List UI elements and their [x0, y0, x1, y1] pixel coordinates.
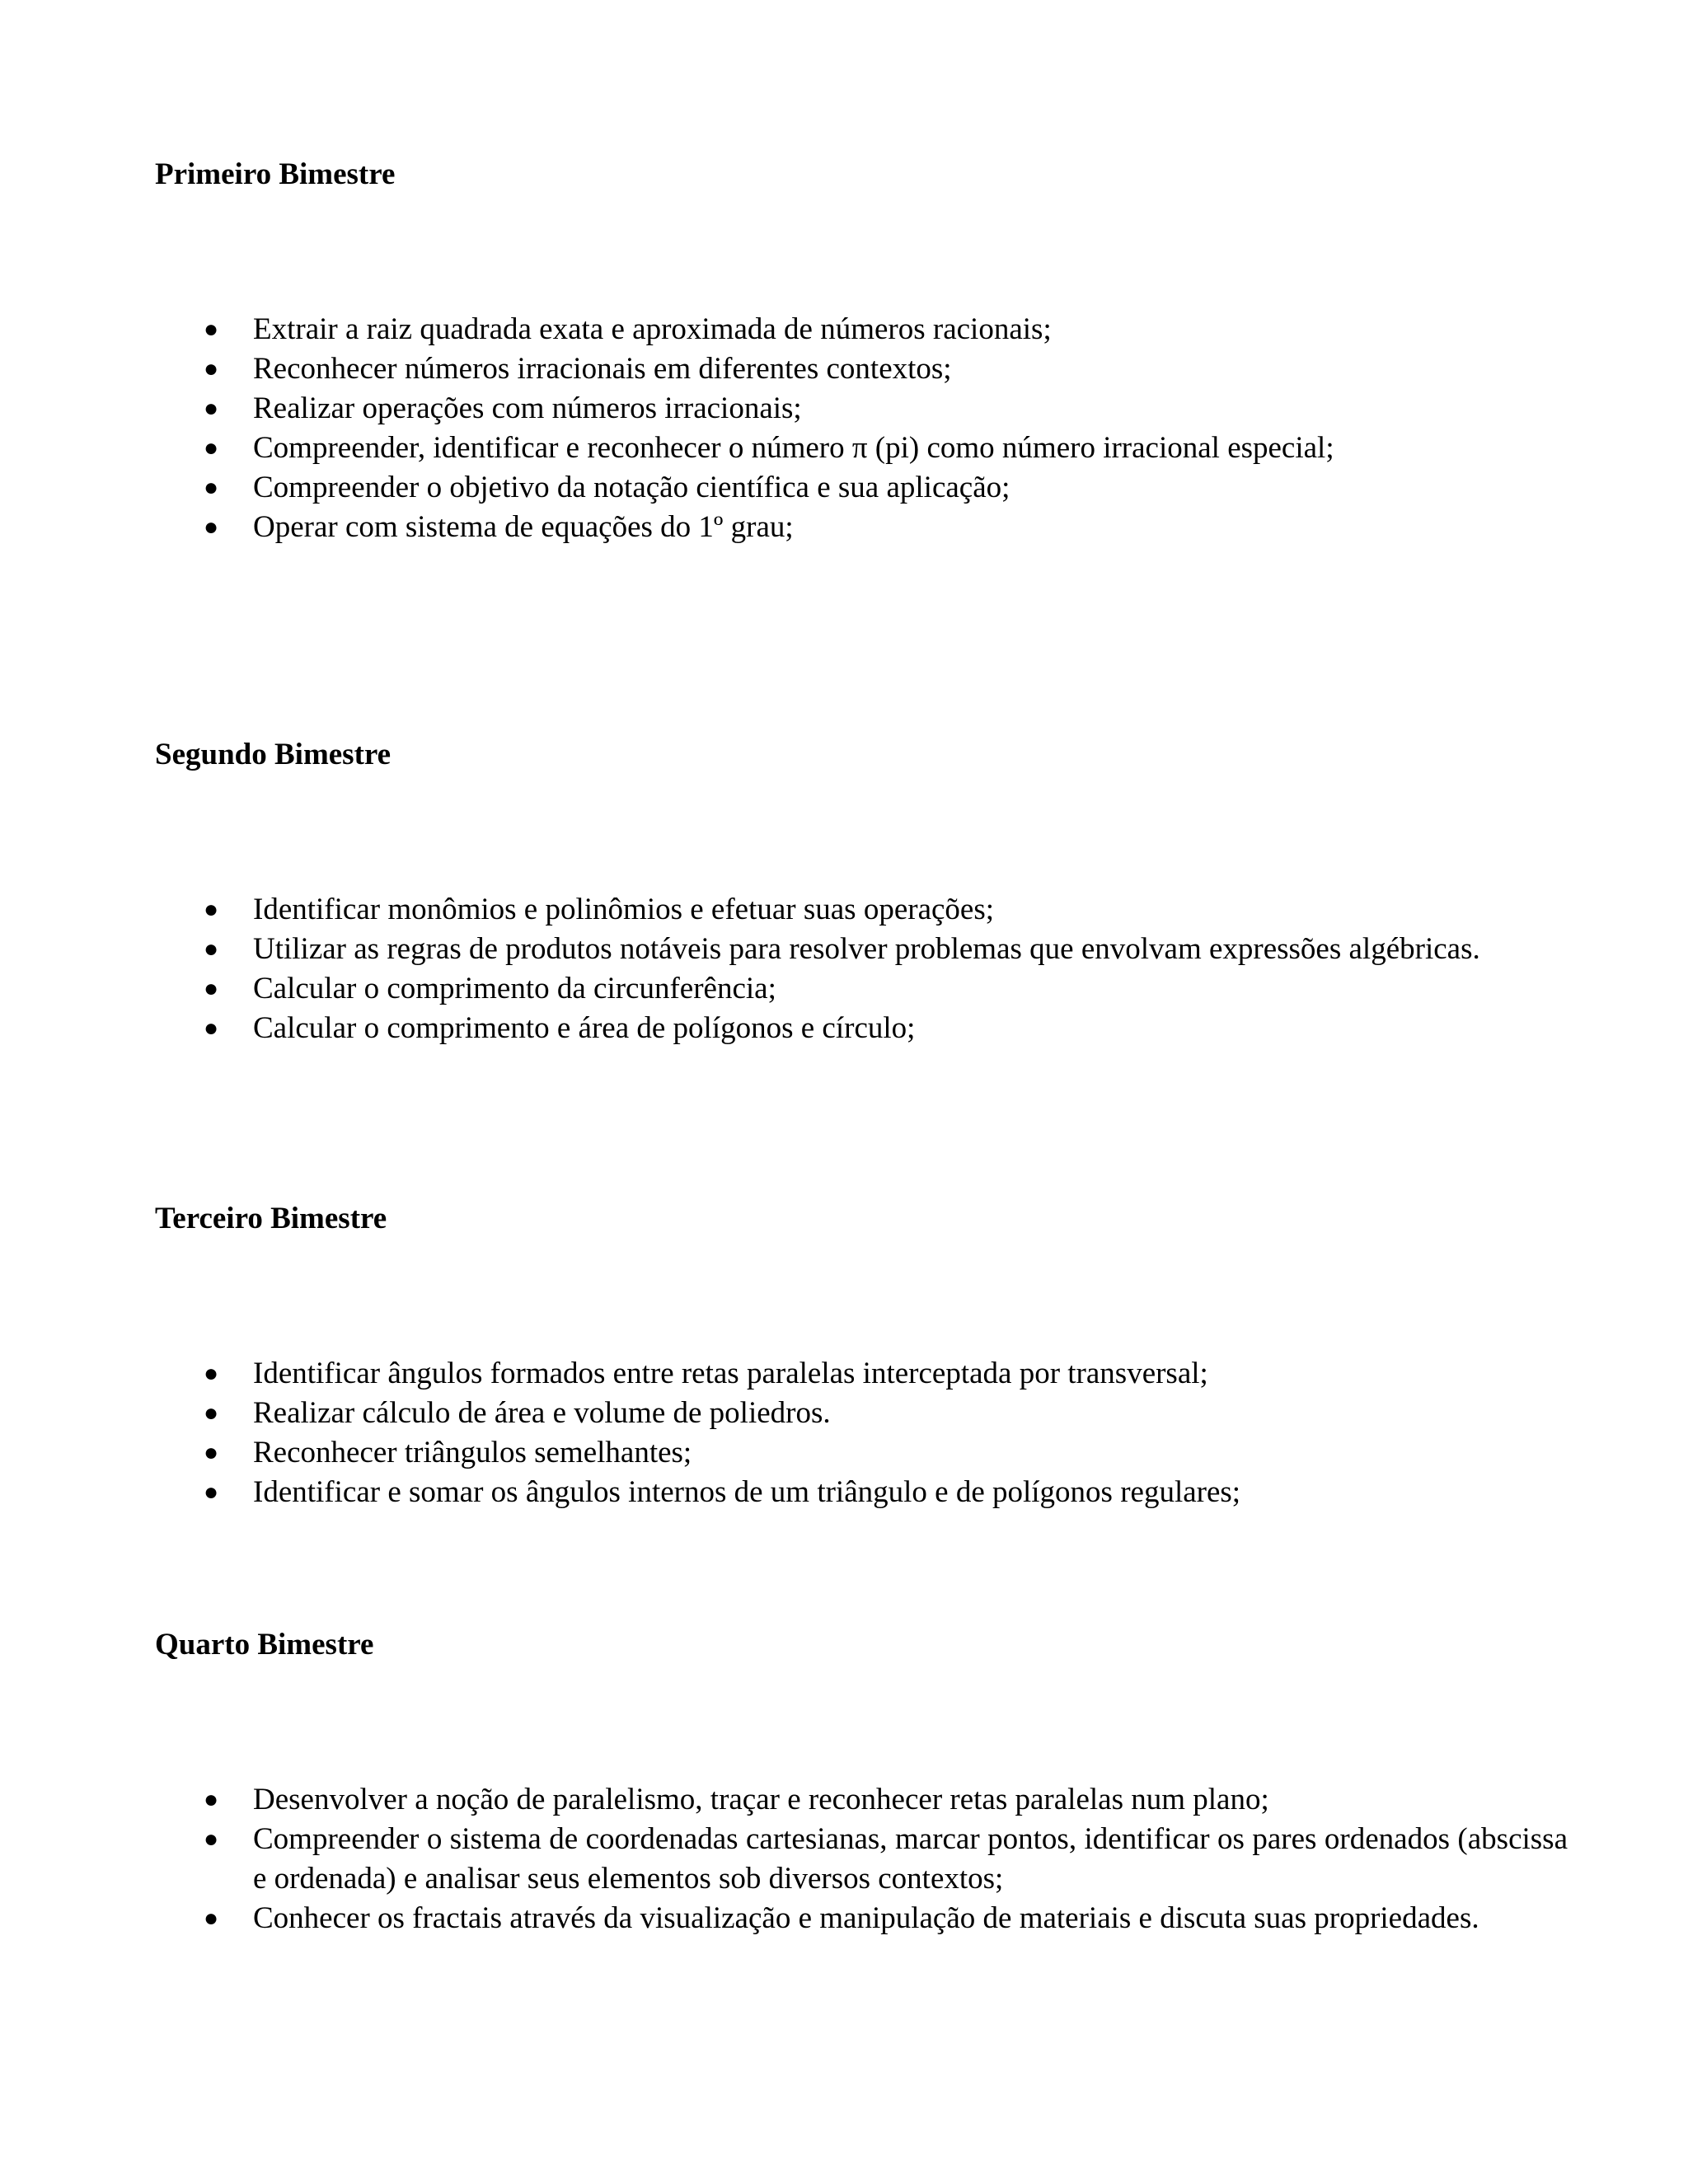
objectives-list	[155, 1354, 1568, 1512]
list-item: ● Compreender, identificar e reconhecer o número π (pi) como número irracional especial;	[155, 429, 1568, 468]
objectives-list	[155, 1780, 1568, 1938]
bullet-icon: ●	[203, 395, 219, 422]
section-heading: Segundo Bimestre	[155, 738, 392, 771]
bullet-icon: ●	[203, 434, 219, 462]
bullet-icon: ●	[203, 1905, 219, 1932]
bullet-icon: ●	[203, 935, 219, 963]
bullet-icon: ●	[203, 474, 219, 501]
bullet-icon: ●	[203, 1825, 219, 1853]
section-segundo-bimestre	[155, 735, 1568, 1045]
list-item: ● Utilizar as regras de produtos notáveis para resolver problemas que envolvam expressões algébricas.	[155, 930, 1568, 969]
bullet-icon: ●	[203, 975, 219, 1002]
section-quarto-bimestre	[155, 1625, 1568, 1935]
bullet-icon: ●	[203, 355, 219, 382]
list-item: ● Reconhecer números irracionais em diferentes contextos;	[155, 349, 1568, 389]
list-item: ● Compreender o sistema de coordenadas cartesianas, marcar pontos, identificar os pares ordenados (abscissa e ordenada) e analisar seus elementos sob diversos contextos;	[155, 1820, 1568, 1899]
objectives-list	[155, 890, 1568, 1048]
list-item: ● Desenvolver a noção de paralelismo, traçar e reconhecer retas paralelas num plano;	[155, 1780, 1568, 1820]
bullet-icon: ●	[203, 896, 219, 923]
section-heading: Terceiro Bimestre	[155, 1202, 387, 1235]
bullet-icon: ●	[203, 1479, 219, 1506]
list-item: ● Realizar operações com números irracionais;	[155, 389, 1568, 429]
list-item: ● Realizar cálculo de área e volume de poliedros.	[155, 1394, 1568, 1433]
section-heading: Quarto Bimestre	[155, 1628, 374, 1661]
bullet-icon: ●	[203, 1786, 219, 1813]
bullet-icon: ●	[203, 513, 219, 541]
bullet-icon: ●	[203, 1439, 219, 1466]
list-item: ● Calcular o comprimento e área de polígonos e círculo;	[155, 1009, 1568, 1048]
list-item: ● Conhecer os fractais através da visualização e manipulação de materiais e discuta suas propriedades.	[155, 1899, 1568, 1938]
list-item: ● Identificar monômios e polinômios e efetuar suas operações;	[155, 890, 1568, 930]
list-item: ● Calcular o comprimento da circunferência;	[155, 969, 1568, 1009]
list-item: ● Reconhecer triângulos semelhantes;	[155, 1433, 1568, 1473]
bullet-icon: ●	[203, 316, 219, 343]
list-item: ● Extrair a raiz quadrada exata e aproximada de números racionais;	[155, 310, 1568, 349]
list-item: ● Identificar ângulos formados entre retas paralelas interceptada por transversal;	[155, 1354, 1568, 1394]
section-terceiro-bimestre	[155, 1199, 1568, 1509]
list-item: ● Operar com sistema de equações do 1º grau;	[155, 508, 1568, 547]
section-heading: Primeiro Bimestre	[155, 157, 396, 191]
section-primeiro-bimestre	[155, 155, 1568, 544]
objectives-list	[155, 310, 1568, 547]
bullet-icon: ●	[203, 1399, 219, 1427]
bullet-icon: ●	[203, 1015, 219, 1042]
bullet-icon: ●	[203, 1360, 219, 1387]
list-item: ● Identificar e somar os ângulos internos de um triângulo e de polígonos regulares;	[155, 1473, 1568, 1512]
list-item: ● Compreender o objetivo da notação científica e sua aplicação;	[155, 468, 1568, 508]
